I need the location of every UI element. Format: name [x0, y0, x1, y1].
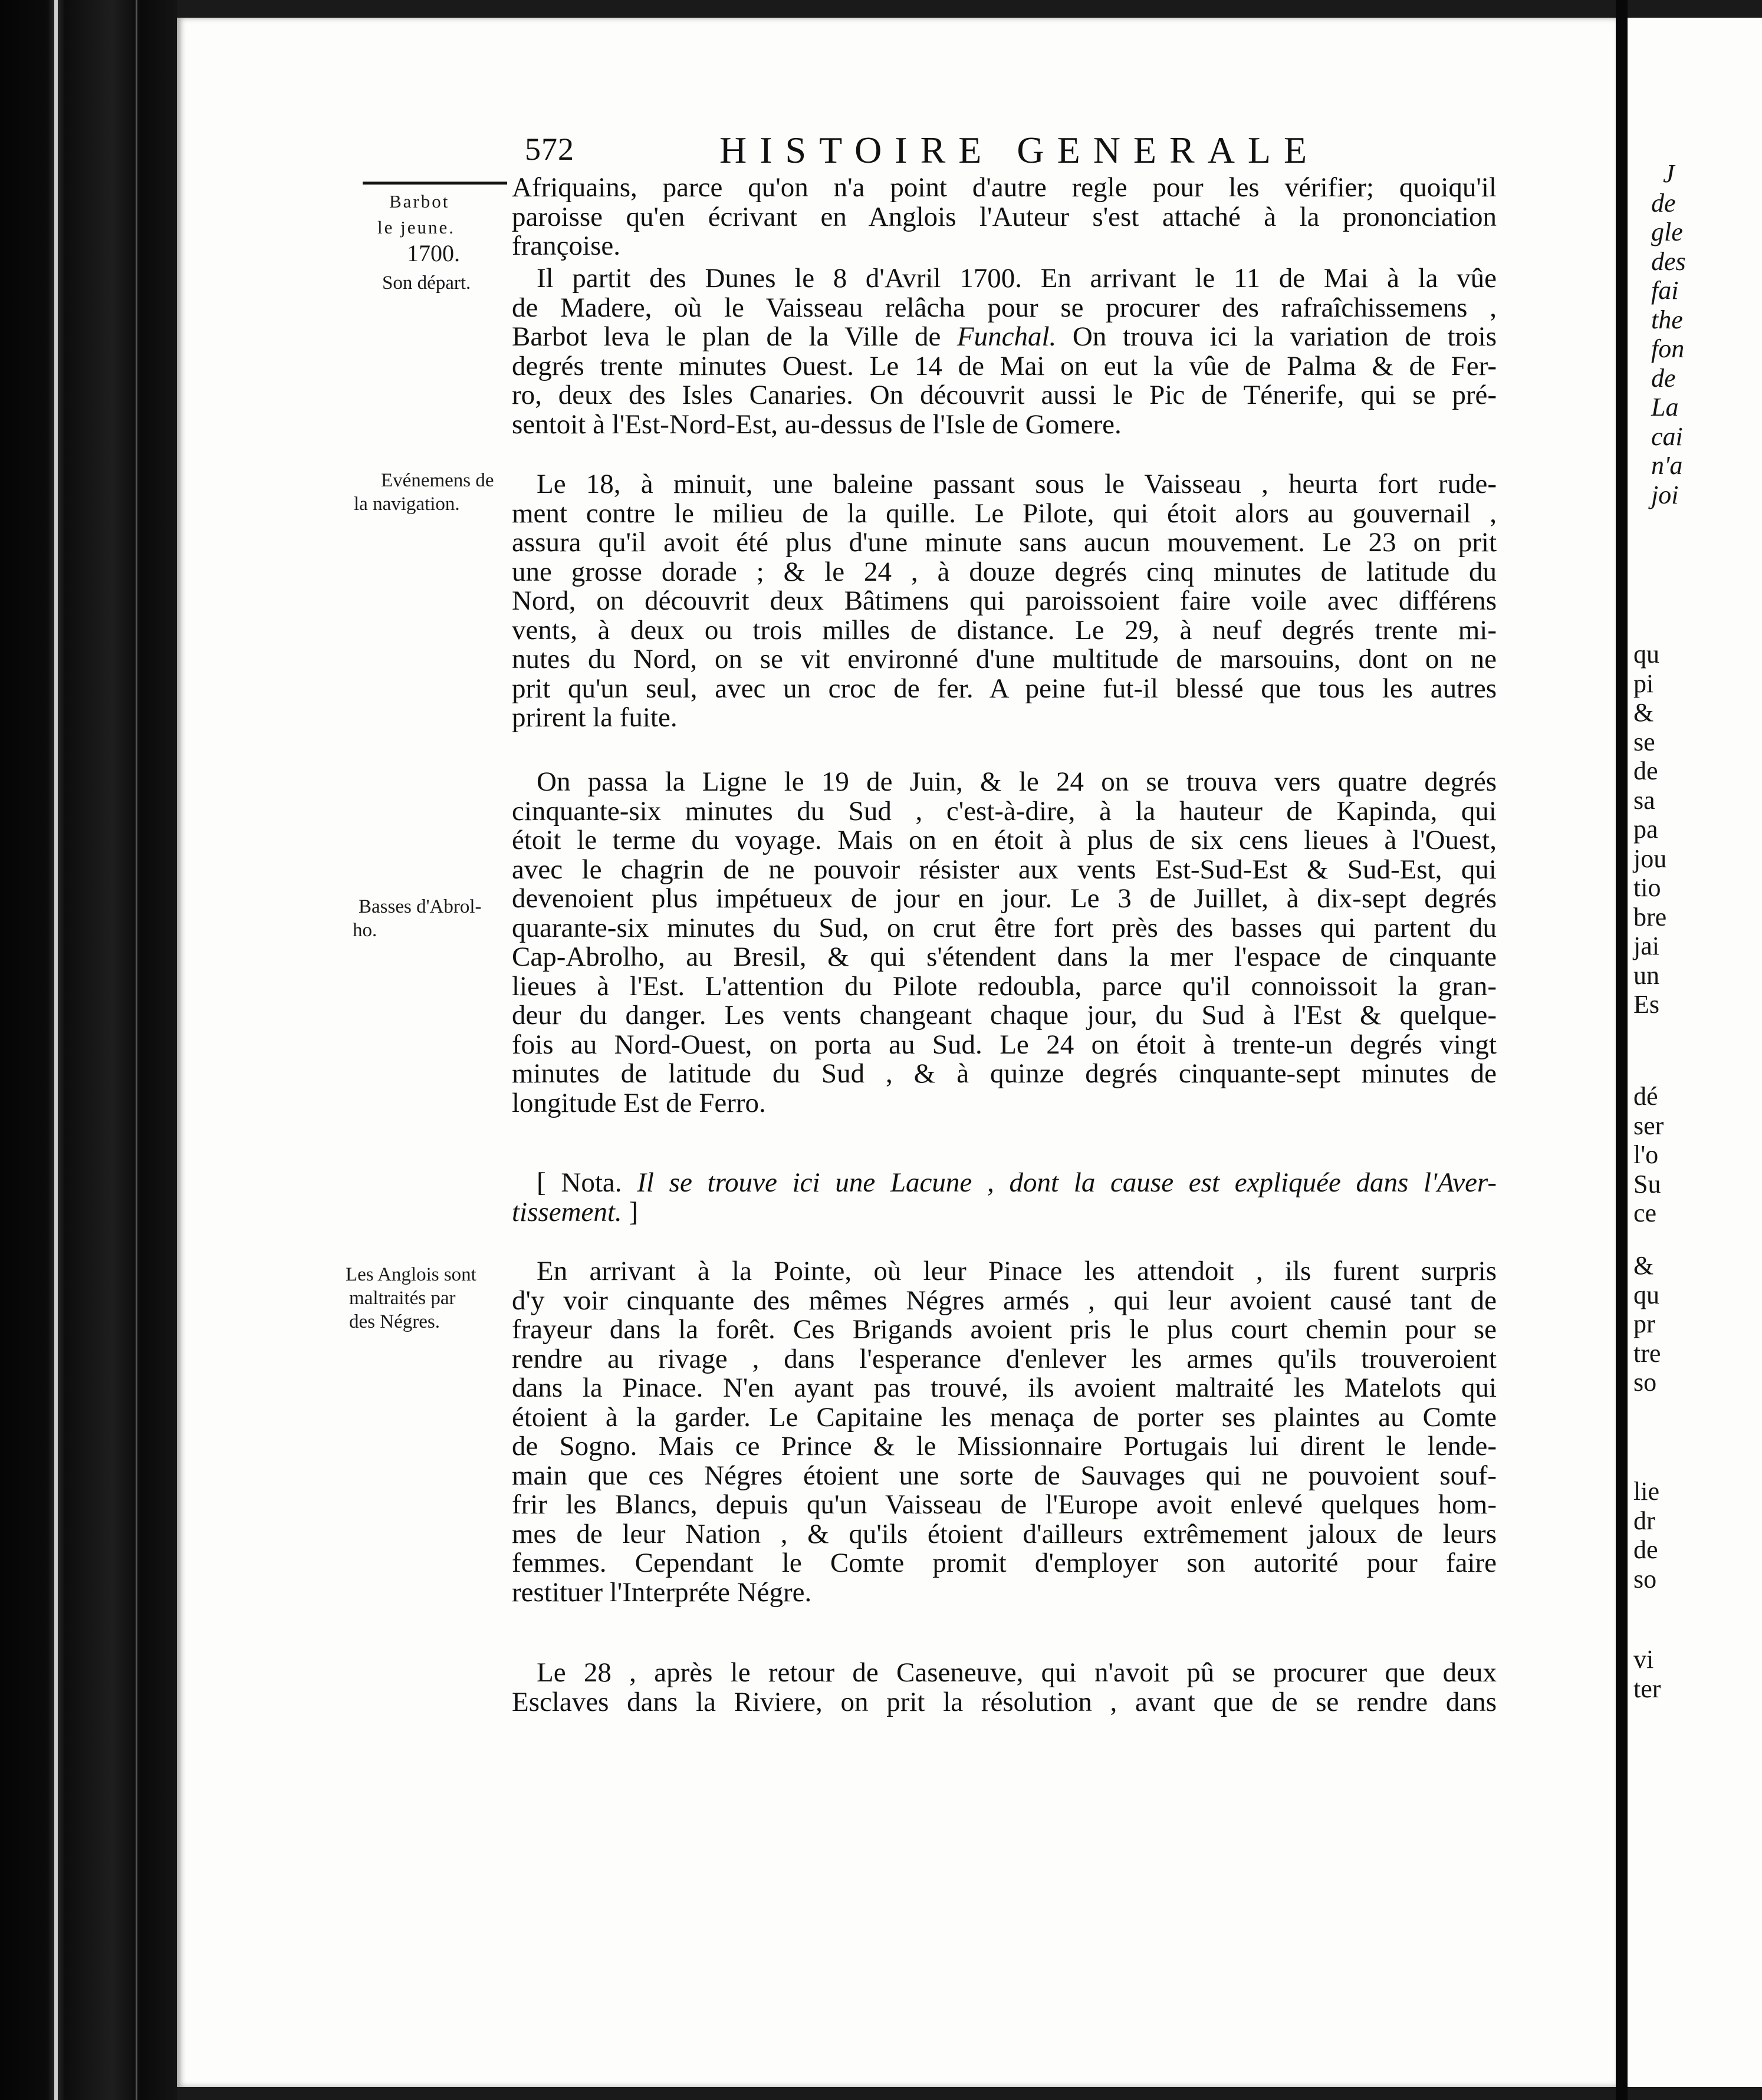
- text-line: cinquante-six minutes du Sud , c'est-à-dire, à la hauteur de Kapinda, qui: [512, 795, 1497, 827]
- text-line: Cap-Abrolho, au Bresil, & qui s'étendent dans la mer l'espace de cinquante: [512, 942, 1497, 972]
- text-span: Barbot leva le plan de la Ville de: [512, 321, 957, 352]
- text-line: frayeur dans la forêt. Ces Brigands avoient pris le plus court chemin pour se: [512, 1314, 1497, 1345]
- text-line: françoise.: [512, 231, 620, 261]
- text-line: assura qu'il avoit été plus d'une minute sans aucun mouvement. Le 23 on prit: [512, 527, 1497, 558]
- text-line: femmes. Cependant le Comte promit d'employer son autorité pour faire: [512, 1548, 1497, 1578]
- margin-note-author: Barbot: [389, 191, 450, 212]
- facing-page-fragment: joi: [1651, 480, 1679, 509]
- facing-page-fragment: jai: [1633, 931, 1659, 960]
- text-line: Nord, on découvrit deux Bâtimens qui paroissoient faire voile avec différens: [512, 585, 1497, 616]
- text-line: ment contre le milieu de la quille. Le Pilote, qui étoit alors au gouvernail ,: [512, 498, 1497, 529]
- facing-page-fragment: ter: [1633, 1674, 1661, 1703]
- margin-note-evenemens: Evénemens de: [381, 470, 494, 491]
- facing-page-fragment: pr: [1633, 1309, 1655, 1338]
- paragraph-navigation: [512, 470, 1497, 733]
- facing-page-fragment: de: [1633, 756, 1658, 785]
- text-line: une grosse dorade ; & le 24 , à douze degrés cinq minutes de latitude du: [512, 556, 1497, 587]
- facing-page-fragment: n'a: [1651, 451, 1683, 480]
- paragraph-pointe: [512, 1257, 1497, 1607]
- paragraph-ligne: [512, 768, 1497, 1118]
- facing-page-fragment: J: [1663, 159, 1675, 188]
- facing-page-fragment: fai: [1651, 276, 1679, 305]
- text-line: lieues à l'Est. L'attention du Pilote redoubla, parce qu'il connoissoit la gran-: [512, 970, 1497, 1002]
- text-line: sentoit à l'Est-Nord-Est, au-dessus de l'Isle de Gomere.: [512, 409, 1122, 440]
- facing-page-fragment: &: [1633, 698, 1654, 727]
- margin-note-basses: ho.: [353, 920, 377, 941]
- text-line: [512, 322, 1497, 352]
- facing-page-fragment: cai: [1651, 422, 1683, 451]
- spine-highlight: [136, 0, 137, 2100]
- text-line: On passa la Ligne le 19 de Juin, & le 24 on se trouva vers quatre degrés: [537, 766, 1497, 797]
- text-line: restituer l'Interpréte Négre.: [512, 1576, 812, 1608]
- facing-page-fragment: lie: [1633, 1477, 1659, 1506]
- facing-page-fragment: so: [1633, 1564, 1657, 1594]
- text-line: Esclaves dans la Riviere, on prit la résolution , avant que de se rendre dans: [512, 1686, 1497, 1717]
- running-title: HISTOIRE GENERALE: [719, 129, 1320, 171]
- paragraph-caseneuve: [512, 1658, 1497, 1717]
- facing-page-fragment: sa: [1633, 785, 1655, 815]
- facing-page-fragment: fon: [1651, 334, 1685, 363]
- text-line: frir les Blancs, depuis qu'un Vaisseau de l'Europe avoit enlevé quelques hom-: [512, 1489, 1497, 1520]
- nota-text: tissement.: [512, 1196, 622, 1227]
- text-line: devenoient plus impétueux de jour en jour. Le 3 de Juillet, à dix-sept degrés: [512, 883, 1497, 914]
- text-line: longitude Est de Ferro.: [512, 1087, 766, 1118]
- facing-page-fragment: dr: [1633, 1506, 1655, 1535]
- nota-block: [512, 1169, 1497, 1227]
- text-line: Il partit des Dunes le 8 d'Avril 1700. En arrivant le 11 de Mai à la vûe: [537, 263, 1497, 294]
- text-line: de Madere, où le Vaisseau relâcha pour se procurer des rafraîchissemens ,: [512, 292, 1497, 323]
- facing-page-fragment: dé: [1633, 1082, 1658, 1111]
- facing-page-fragment: de: [1651, 188, 1676, 218]
- nota-label: [ Nota.: [537, 1167, 637, 1198]
- facing-page-fragment: pa: [1633, 815, 1658, 844]
- text-line: fois au Nord-Ouest, on porta au Sud. Le 24 on étoit à trente-un degrés vingt: [512, 1029, 1497, 1060]
- text-line: minutes de latitude du Sud , & à quinze degrés cinquante-sept minutes de: [512, 1058, 1497, 1089]
- spine-highlight: [54, 0, 58, 2100]
- text-line: prirent la fuite.: [512, 702, 678, 733]
- facing-page-fragment: de: [1651, 363, 1676, 393]
- page-gutter: [1616, 0, 1628, 2100]
- facing-page-fragment: qu: [1633, 640, 1659, 669]
- text-line: de Sogno. Mais ce Prince & le Missionnaire Portugais lui dirent le lende-: [512, 1431, 1497, 1462]
- text-line: [512, 1198, 1497, 1227]
- text-line: étoit le terme du voyage. Mais on en étoit à plus de six cens lieues à l'Ouest,: [512, 825, 1497, 855]
- margin-note-anglois: des Négres.: [349, 1311, 440, 1332]
- page-header: [525, 129, 1320, 178]
- place-name-funchal: Funchal.: [956, 321, 1057, 352]
- facing-page-fragment: the: [1651, 305, 1683, 334]
- paragraph-depart: [512, 264, 1497, 439]
- text-line: vents, à deux ou trois milles de distance. Le 29, à neuf degrés trente mi-: [512, 614, 1497, 646]
- text-span: On trouva ici la variation de trois: [1056, 321, 1497, 352]
- facing-page-fragment: ce: [1633, 1199, 1657, 1227]
- text-line: ro, deux des Isles Canaries. On découvrit aussi le Pic de Ténerife, qui se pré-: [512, 380, 1497, 410]
- text-line: degrés trente minutes Ouest. Le 14 de Mai on eut la vûe de Palma & de Fer-: [512, 350, 1497, 381]
- text-line: En arrivant à la Pointe, où leur Pinace les attendoit , ils furent surpris: [537, 1256, 1497, 1286]
- text-line: étoient à la garder. Le Capitaine les menaça de porter ses plaintes au Comte: [512, 1401, 1497, 1433]
- facing-page-fragment: tre: [1633, 1338, 1661, 1368]
- nota-close: ]: [622, 1196, 639, 1227]
- text-line: main que ces Négres étoient une sorte de Sauvages qui ne pouvoient souf-: [512, 1460, 1497, 1491]
- facing-page-fragment: gle: [1651, 218, 1683, 246]
- text-line: avec le chagrin de ne pouvoir résister aux vents Est-Sud-Est & Sud-Est, qui: [512, 854, 1497, 885]
- book-spine-edge: [0, 0, 177, 2100]
- facing-page-fragment: Es: [1633, 990, 1659, 1019]
- text-line: mes de leur Nation , & qu'ils étoient d'ailleurs extrêmement jaloux de leurs: [512, 1518, 1497, 1549]
- text-line: Le 28 , après le retour de Caseneuve, qui n'avoit pû se procurer que deux: [537, 1657, 1497, 1688]
- facing-page-fragment: &: [1633, 1251, 1654, 1280]
- text-line: Le 18, à minuit, une baleine passant sous le Vaisseau , heurta fort rude-: [537, 469, 1497, 499]
- facing-page-fragment: vi: [1633, 1645, 1654, 1674]
- facing-page-fragment: La: [1651, 393, 1679, 422]
- text-line: nutes du Nord, on se vit environné d'une multitude de marsouins, dont on ne: [512, 644, 1497, 674]
- text-line: prit qu'un seul, avec un croc de fer. A peine fut-il blessé que tous les autres: [512, 673, 1497, 704]
- margin-note-anglois: maltraités par: [349, 1288, 456, 1309]
- text-line: deur du danger. Les vents changeant chaque jour, du Sud à l'Est & quelque-: [512, 1000, 1497, 1031]
- facing-page-fragment: tio: [1633, 873, 1661, 902]
- facing-page-fragment: so: [1633, 1368, 1657, 1397]
- facing-page-fragment: ser: [1633, 1111, 1664, 1140]
- paragraph-continuation: [512, 173, 1497, 261]
- margin-note-basses: Basses d'Abrol-: [359, 896, 482, 917]
- margin-note-year: 1700.: [407, 240, 460, 266]
- text-line: quarante-six minutes du Sud, on crut être fort près des basses qui partent du: [512, 912, 1497, 943]
- facing-page-fragment: bre: [1633, 902, 1667, 931]
- margin-note-anglois: Les Anglois sont: [346, 1264, 476, 1285]
- facing-page-fragment: Su: [1633, 1169, 1661, 1199]
- margin-note-depart: Son départ.: [382, 272, 471, 294]
- nota-text: Il se trouve ici une Lacune , dont la cause est expliquée dans l'Aver-: [637, 1167, 1497, 1198]
- facing-page-fragment: de: [1633, 1535, 1658, 1564]
- margin-note-evenemens: la navigation.: [354, 493, 460, 515]
- facing-page-fragment: se: [1633, 727, 1655, 756]
- facing-page-fragment: des: [1651, 246, 1686, 276]
- facing-page-fragment: qu: [1633, 1280, 1659, 1309]
- text-line: [512, 1169, 1497, 1198]
- text-line: d'y voir cinquante des mêmes Négres armés , qui leur avoient causé tant de: [512, 1285, 1497, 1316]
- margin-note-author-suffix: le jeune.: [377, 217, 456, 238]
- facing-page-fragment: jou: [1633, 844, 1667, 873]
- facing-page-fragment: un: [1633, 960, 1659, 990]
- text-line: dans la Pinace. N'en ayant pas trouvé, ils avoient maltraité les Matelots qui: [512, 1372, 1497, 1403]
- facing-page: [1628, 18, 1762, 2087]
- text-line: paroisse qu'en écrivant en Anglois l'Auteur s'est attaché à la prononciation: [512, 201, 1497, 232]
- text-line: Afriquains, parce qu'on n'a point d'autre regle pour les vérifier; quoiqu'il: [512, 172, 1497, 203]
- page-number: 572: [525, 131, 574, 167]
- text-line: rendre au rivage , dans l'esperance d'enlever les armes qu'ils trouveroient: [512, 1343, 1497, 1374]
- margin-rule: [363, 182, 507, 185]
- facing-page-fragment: l'o: [1633, 1140, 1659, 1169]
- facing-page-fragment: pi: [1633, 669, 1654, 698]
